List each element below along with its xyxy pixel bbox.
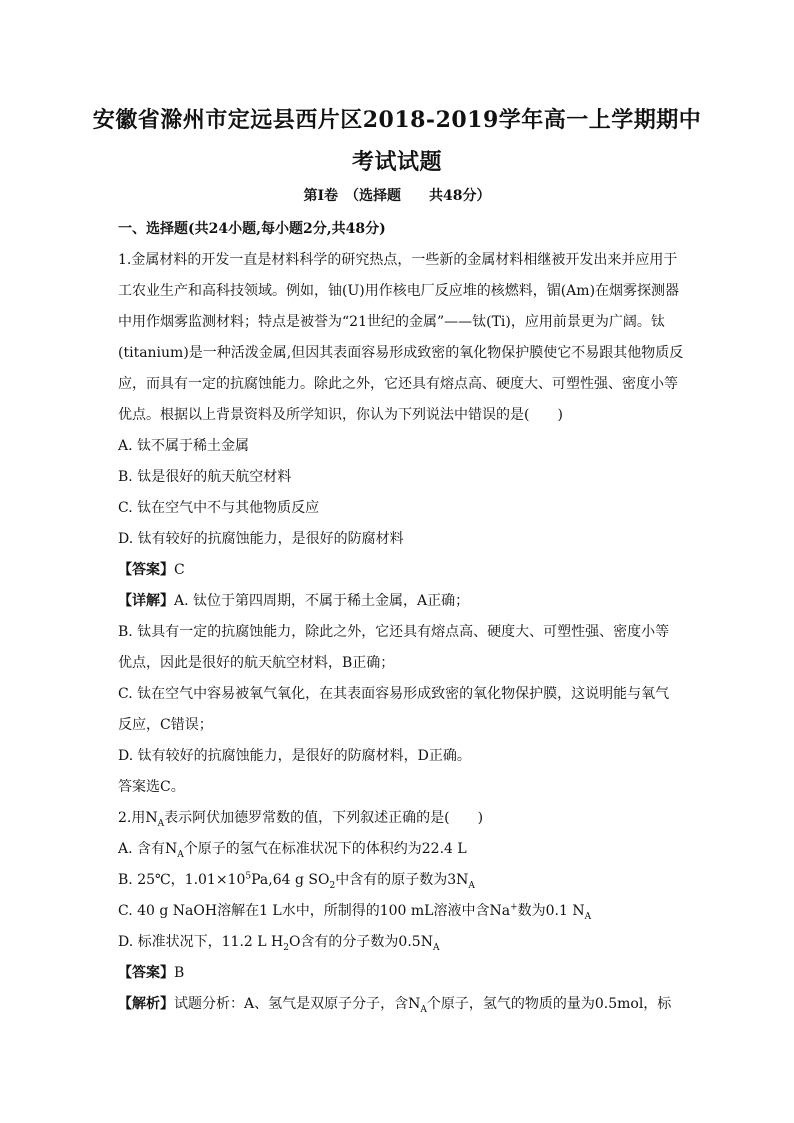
option-text: 中含有的原子数为3N <box>335 872 469 888</box>
q2-stem-text: 2.用N <box>118 810 158 826</box>
option-text: B. 25℃，1.01×10 <box>118 872 246 888</box>
document-title-line1: 安徽省滁州市定远县西片区2018-2019学年高一上学期期中 <box>92 107 702 133</box>
q1-final-answer: 答案选C。 <box>118 779 185 795</box>
option-text: Pa,64 g SO <box>251 872 330 888</box>
q1-stem-line: 应，而具有一定的抗腐蚀能力。除此之外，它还具有熔点高、硬度大、可塑性强、密度小等 <box>118 376 678 392</box>
subscript: A <box>432 942 440 953</box>
q1-detail-line: C. 钛在空气中容易被氧气氧化，在其表面容易形成致密的氧化物保护膜，这说明能与氧气 <box>118 686 670 702</box>
subscript: A <box>177 849 184 860</box>
q1-option-a: A. 钛不属于稀土金属 <box>118 438 250 454</box>
q1-answer <box>118 559 678 579</box>
q1-detail-line: 优点，因此是很好的航天航空材料，B正确； <box>118 655 395 671</box>
option-text: 数为0.1 N <box>517 903 585 919</box>
q1-stem-line: 1.金属材料的开发一直是材料科学的研究热点，一些新的金属材料相继被开发出来并应用于 <box>118 252 678 268</box>
option-text: C. 40 g NaOH溶解在1 L水中，所制得的100 mL溶液中含Na <box>118 903 511 919</box>
subscript: A <box>468 880 475 891</box>
q1-detail-line: D. 钛有较好的抗腐蚀能力，是很好的防腐材料，D正确。 <box>118 748 471 764</box>
subscript: 2 <box>283 942 289 953</box>
q2-stem <box>118 807 678 827</box>
q1-detail-line: B. 钛具有一定的抗腐蚀能力，除此之外，它还具有熔点高、硬度大、可塑性强、密度小等 <box>118 624 670 640</box>
q2-option-d <box>118 931 678 951</box>
detail-text: A. 钛位于第四周期，不属于稀土金属，A正确； <box>174 593 470 609</box>
q2-stem-text: 表示阿伏加德罗常数的值，下列叙述正确的是( ) <box>164 810 484 826</box>
option-text: A. 含有N <box>118 841 178 857</box>
q1-option-d: D. 钛有较好的抗腐蚀能力，是很好的防腐材料 <box>118 531 404 547</box>
q1-stem-line: (titanium)是一种活泼金属,但因其表面容易形成致密的氧化物保护膜使它不易跟其他物质反 <box>118 345 684 361</box>
q1-stem-line: 优点。根据以上背景资料及所学知识，你认为下列说法中错误的是( ) <box>118 407 563 423</box>
q1-detail-line: 反应，C错误； <box>118 717 213 733</box>
subscript: A <box>157 818 165 829</box>
part-heading: 一、选择题(共24小题,每小题2分,共48分) <box>118 221 386 237</box>
q1-stem-line: 工农业生产和高科技领域。例如，铀(U)用作核电厂反应堆的核燃料，镅(Am)在烟雾探测器 <box>118 283 680 299</box>
answer-label: 【答案】 <box>118 562 174 578</box>
analysis-text: 个原子，氢气的物质的量为0.5mol，标 <box>426 996 672 1012</box>
q2-answer <box>118 962 678 982</box>
q1-stem-line: 中用作烟雾监测材料；特点是被誉为“21世纪的金属”——钛(Ti)，应用前景更为广阔。钛 <box>118 314 665 330</box>
q2-analysis <box>118 993 678 1013</box>
answer-value: C <box>174 562 185 578</box>
q2-option-b <box>118 869 678 889</box>
analysis-text: 试题分析：A、氢气是双原子分子，含N <box>174 996 421 1012</box>
q1-detail <box>118 590 678 610</box>
subscript: A <box>584 911 592 922</box>
subscript: A <box>420 1004 427 1015</box>
analysis-label: 【解析】 <box>118 996 174 1012</box>
subscript: 2 <box>329 880 336 891</box>
option-text: 个原子的氢气在标准状况下的体积约为22.4 L <box>183 841 467 857</box>
answer-label: 【答案】 <box>118 965 174 981</box>
option-text: O含有的分子数为0.5N <box>288 934 433 950</box>
superscript: + <box>510 902 518 913</box>
superscript: 5 <box>245 871 252 882</box>
q1-option-c: C. 钛在空气中不与其他物质反应 <box>118 500 320 516</box>
option-text: D. 标准状况下，11.2 L H <box>118 934 284 950</box>
section-header: 第Ⅰ卷 （选择题 共48分） <box>303 188 491 204</box>
detail-label: 【详解】 <box>118 593 174 609</box>
document-title-line2: 考试试题 <box>351 149 442 175</box>
q1-option-b: B. 钛是很好的航天航空材料 <box>118 469 292 485</box>
q2-option-c <box>118 900 678 920</box>
answer-value: B <box>174 965 185 981</box>
q2-option-a <box>118 838 678 858</box>
